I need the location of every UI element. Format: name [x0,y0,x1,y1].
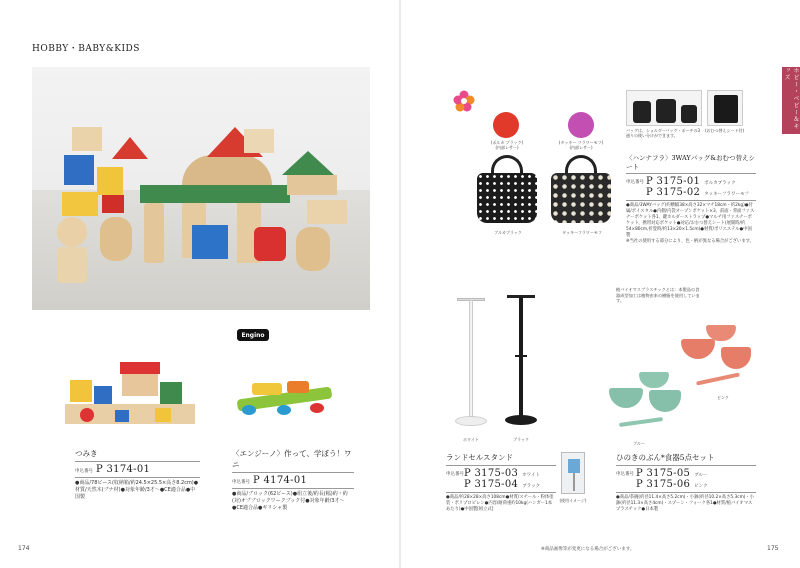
code-label: 申込番号 [446,472,464,477]
variant: ホワイト [522,473,541,478]
variant: タッキーフラワーモフ [704,192,749,197]
stand-usage-caption: (使用イメージ) [559,498,587,503]
category-tab: ホビー・ベビー＆キッズ [782,67,800,134]
bio-plastic-note: 植バイオマスプラスチックとは：本製品の食器成型加工は植物由来の樹脂を使用しています。 [616,287,700,303]
right-page [401,0,800,568]
product-code: P 3175-05 [636,468,691,479]
product-desc: ●商品/78ピース(収納箱/約24.5×25.5×高さ8.2cm)●材質/天然木(ブナ材)●対象年齢/3才～●CE適合品●中国製 [75,480,199,500]
product-code: P 3175-02 [646,187,701,198]
swatch-label: (ポルカ ブラック) (内部レサー) [490,140,524,150]
dishes-caption: ブルー [633,441,645,446]
left-page [0,0,399,568]
product-name: 〈ハンナフラ〉3WAYバッグ&おむつ替えシート [626,154,756,171]
crocodile-toy-photo [232,375,342,420]
hero-photo-blocks [32,67,370,310]
code-label: 申込番号 [232,480,250,485]
product-engino-wani [232,448,354,512]
thumb-caption: バッグは、ショルダーバッグ・ポーチの3通りの使い分けができます。 [626,128,701,138]
bag-caption: ブルカブラック [494,230,522,235]
footer-note: ※商品画像等が変更になる場合がございます。 [541,547,635,552]
dishes-photo-blue [609,372,694,437]
stand-photo-white [451,298,491,433]
product-code: P 4174-01 [253,475,308,486]
product-code: P 3174-01 [96,464,151,475]
variant: ピンク [694,484,708,489]
stand-caption: ブラック [513,437,529,442]
code-label: 申込番号 [626,180,644,185]
product-tsumiki [75,448,200,501]
diaper-sheet-thumbnail [707,90,743,126]
product-name: 〈エンジーノ〉作って、学ぼう！ワニ [232,449,352,469]
bag-photo-flower [551,155,611,225]
product-desc: ●商品/約28×28×高さ108cm●材質/スチール・粉体塗装・ポリプロピレン●内容/耐荷重約10kg(ハンガー1本あたり)●中国製[組立式] [446,495,554,512]
product-code: P 3175-01 [646,176,701,187]
product-randoseru-stand [446,452,556,513]
swatch-magenta [568,112,594,138]
swatch-red [493,112,519,138]
page-number: 175 [767,545,779,552]
stand-photo-black [501,295,541,433]
engino-logo: Engino [237,329,269,341]
product-desc: ●商品/3WAYバッグ(約横幅38×高さ32×マチ18cm・約2kg)●付属/ポイスタル●内側/内袋オープンポケット×3、前面・背面ファスナーポケット各1、鍵ホルダーストラップ●マルチ用ファスナーポケット、携帯対応ポケット●対応/おむつ替えシート(展開時/約54×80cm,折畳時/約13×20×1.5cm)●材質/ポリエステル●中国製 ※当社の使用する部分により、色・柄が異なる場合がございます。 [626,203,755,244]
product-code: P 3175-04 [464,479,519,490]
product-code: P 3175-03 [464,468,519,479]
variant: ブルー [694,473,708,478]
bag-photo-black [477,155,537,225]
flower-logo-icon [453,90,475,112]
product-code: P 3175-06 [636,479,691,490]
product-name: つみき [75,449,98,458]
product-name: ランドセルスタンド [446,453,514,462]
thumb-caption: (おむつ替えシート付) [705,128,745,133]
stand-usage-photo [561,452,585,494]
product-desc: ●商品/ブロック(62ピース)●組立後/約長(幅)約・約(対)オプブロックワークブック付●対象年齢/3才～●CE適合品●ギリシャ製 [232,491,348,511]
product-name: ひのきのぶん*食器5点セット [616,453,715,462]
dishes-caption: ピンク [717,395,729,400]
bag-caption: タッキーフラワーモフ [562,230,602,235]
product-3way-bag [626,153,756,245]
code-label: 申込番号 [616,472,634,477]
stand-caption: ホワイト [463,437,479,442]
block-set-photo [60,360,200,435]
product-dish-set [616,452,756,513]
variant: ポルカブラック [704,181,736,186]
code-label: 申込番号 [75,469,93,474]
page-number: 174 [18,545,30,552]
section-title: HOBBY・BABY&KIDS [32,44,140,54]
bag-usage-thumbnail [626,90,702,126]
variant: ブラック [522,484,541,489]
product-desc: ●商品/茶碗(約径11.4×高さ5.2cm)・小鉢(約径10.2×高さ5.3cm)・小鉢(約径11.3×高さ4cm)・スプーン・フォーク各1●材質/植バイオマスプラスチック●日本製 [616,495,755,512]
swatch-label: (タッキー フラワーモフ) (内部レサー) [558,140,604,150]
